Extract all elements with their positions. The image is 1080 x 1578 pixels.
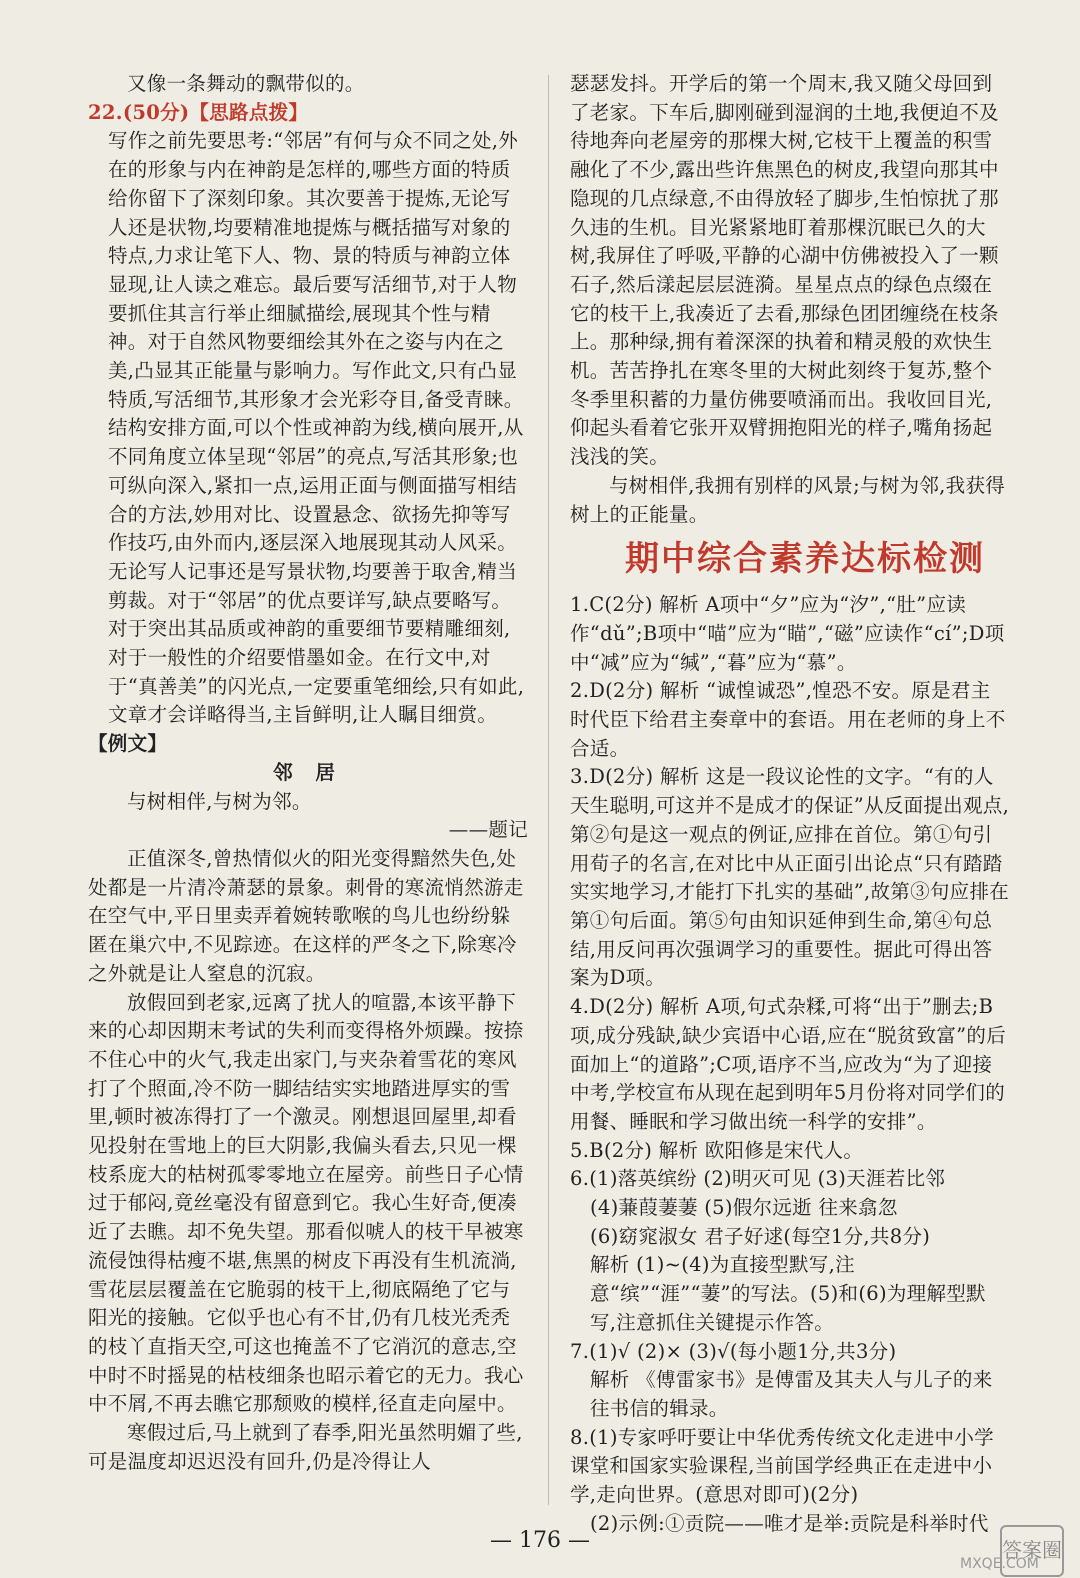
paragraph: 写作之前先要思考:“邻居”有何与众不同之处,外在的形象与内在神韵是怎样的,哪些方面的特质给你留下了深刻印象。其次要善于提炼,无论写人还是状物,均要精准地提炼与概括描写对象的特点,力求让笔下人、物、景的特质与神韵立体显现,让人读之难忘。最后要写活细节,对于人物要抓住其言行举止细腻描绘,展现其个性与精神。对于自然风物要细绘其外在之姿与内在之美,凸显其正能量与影响力。写作此文,只有凸显特质,写活细节,其形象才会光彩夺目,备受青睐。 — [108, 129, 524, 411]
paragraph: 3.D(2分) 解析 这是一段议论性的文字。“有的人天生聪明,可这并不是成才的保证”从反面提出观点,第②句是这一观点的例证,应排在首位。第①句引用荀子的名言,在对比中从正面引出论点“只有踏踏实实地学习,才能打下扎实的基础”,故第③句应排在第①句后面。第⑤句由知识延伸到生命,第④句总结,用反问再次强调学习的重要性。据此可得出答案为D项。 — [570, 765, 1010, 990]
left-column — [88, 70, 528, 1476]
paragraph: (2)示例:①贡院——唯才是举:贡院是科举时代 — [590, 1511, 989, 1535]
right-column — [570, 70, 1010, 1538]
paragraph: 结构安排方面,可以个性或神韵为线,横向展开,从不同角度立体呈现“邻居”的亮点,写活其形象;也可纵向深入,紧扣一点,运用正面与侧面描写相结合的方法,妙用对比、设置悬念、欲扬先抑等写作技巧,由外而内,逐层深入地展现其动人风采。无论写人记事还是写景状物,均要善于取舍,精当剪裁。对于“邻居”的优点要详写,缺点要略写。对于突出其品质或神韵的重要细节要精雕细刻,对于一般性的介绍要惜墨如金。在行文中,对于“真善美”的闪光点,一定要重笔细绘,只有如此,文章才会详略得当,主旨鲜明,让人瞩目细赏。 — [108, 416, 525, 727]
paragraph: 7.(1)√ (2)× (3)√(每小题1分,共3分) — [570, 1339, 897, 1363]
column-divider — [548, 75, 549, 1505]
watermark-logo: 答案圈 — [1000, 1525, 1064, 1577]
paragraph: ——题记 — [448, 818, 528, 842]
paragraph: 4.D(2分) 解析 A项,句式杂糅,可将“出于”删去;B项,成分残缺,缺少宾语中心语,应在“脱贫致富”的后面加上“的道路”;C项,语序不当,应改为“为了迎接中考,学校宣布从现在起到明年5月份将对同学们的用餐、睡眠和学习做出统一科学的安排”。 — [570, 995, 1007, 1133]
paragraph: 2.D(2分) 解析 “诚惶诚恐”,惶恐不安。原是君主时代臣下给君主奏章中的套语。用在老师的身上不合适。 — [570, 679, 1006, 760]
paragraph: 5.B(2分) 解析 欧阳修是宋代人。 — [570, 1138, 864, 1162]
section-title: 期中综合素养达标检测 — [625, 539, 985, 580]
essay-continuation — [570, 70, 1010, 529]
paragraph: 6.(1)落英缤纷 (2)明灭可见 (3)天涯若比邻 — [570, 1167, 946, 1191]
paragraph: 又像一条舞动的飘带似的。 — [127, 72, 365, 95]
page-number: — 176 — — [490, 1528, 590, 1553]
paragraph: (6)窈窕淑女 君子好逑(每空1分,共8分) — [590, 1224, 931, 1248]
watermark-url: MXQE.COM — [960, 1556, 1039, 1572]
paragraph: 正值深冬,曾热情似火的阳光变得黯然失色,处处都是一片清冷萧瑟的景象。刺骨的寒流悄然游走在空气中,平日里卖弄着婉转歌喉的鸟儿也纷纷躲匿在巢穴中,不见踪迹。在这样的严冬之下,除寒冷之外就是让人窒息的沉寂。 — [88, 846, 524, 985]
paragraph: 邻 居 — [273, 760, 343, 784]
paragraph: 寒假过后,马上就到了春季,阳光虽然明媚了些,可是温度却迟迟没有回升,仍是冷得让人 — [88, 1421, 523, 1473]
paragraph: 放假回到老家,远离了扰人的喧嚣,本该平静下来的心却因期末考试的失利而变得格外烦躁。按捺不住心中的火气,我走出家门,与夹杂着雪花的寒风打了个照面,冷不防一脚结结实实地踏进厚实的雪里,顿时被冻得打了一个激灵。刚想退回屋里,却看见投射在雪地上的巨大阴影,我偏头看去,只见一棵枝系庞大的枯树孤零零地立在屋旁。前些日子心情过于郁闷,竟丝毫没有留意到它。我心生好奇,便凑近了去瞧。却不免失望。那看似唬人的枝干早被寒流侵蚀得枯瘦不堪,焦黑的树皮下再没有生机流淌,雪花层层覆盖在它脆弱的枝干上,彻底隔绝了它与阳光的接触。它似乎也心有不甘,仍有几枝光秃秃的枝丫直指天空,可这也掩盖不了它消沉的意志,空中时不时摇晃的枯枝细条也昭示着它的无力。我心中不屑,不再去瞧它那颓败的模样,径直走向屋中。 — [88, 990, 524, 1416]
paragraph: 22.(50分)【思路点拨】 — [88, 100, 309, 124]
paragraph: 与树相伴,我拥有别样的风景;与树为邻,我获得树上的正能量。 — [570, 473, 1006, 526]
paragraph: 解析 (1)~(4)为直接型默写,注意“缤”“涯”“萋”的写法。(5)和(6)为理解型默写,注意抓住关键提示作答。 — [590, 1253, 986, 1334]
answers-list — [570, 591, 1010, 1538]
paragraph: (4)蒹葭萋萋 (5)假尔远逝 往来翕忽 — [590, 1196, 898, 1220]
paragraph: 【例文】 — [88, 732, 168, 756]
paragraph: 8.(1)专家呼吁要让中华优秀传统文化走进中小学课堂和国家实验课程,当前国学经典正在走进中小学,走向世界。(意思对即可)(2分) — [570, 1425, 994, 1507]
paragraph: 解析 《傅雷家书》是傅雷及其夫人与儿子的来往书信的辑录。 — [590, 1368, 993, 1420]
paragraph: 瑟瑟发抖。开学后的第一个周末,我又随父母回到了老家。下车后,脚刚碰到湿润的土地,我便迫不及待地奔向老屋旁的那棵大树,它枝干上覆盖的积雪融化了不少,露出些许焦黑色的树皮,我望向那其中隐现的几点绿意,不由得放轻了脚步,生怕惊扰了那久违的生机。目光紧紧地盯着那棵沉眠已久的大树,我屏住了呼吸,平静的心湖中仿佛被投入了一颗石子,然后漾起层层涟漪。星星点点的绿色点缀在它的枝干上,我凑近了去看,那绿色团团缠绕在枝条上。那种绿,拥有着深深的执着和精灵般的欢快生机。苦苦挣扎在寒冬里的大树此刻终于复苏,整个冬季里积蓄的力量仿佛要喷涌而出。我收回目光,仰起头看着它张开双臂拥抱阳光的样子,嘴角扬起浅浅的笑。 — [570, 72, 999, 469]
paragraph: 与树相伴,与树为邻。 — [127, 789, 312, 813]
paragraph: 1.C(2分) 解析 A项中“夕”应为“汐”,“肚”应读作“dǔ”;B项中“喵”应为“瞄”,“磁”应读作“cí”;D项中“减”应为“缄”,“暮”应为“慕”。 — [570, 593, 1005, 674]
